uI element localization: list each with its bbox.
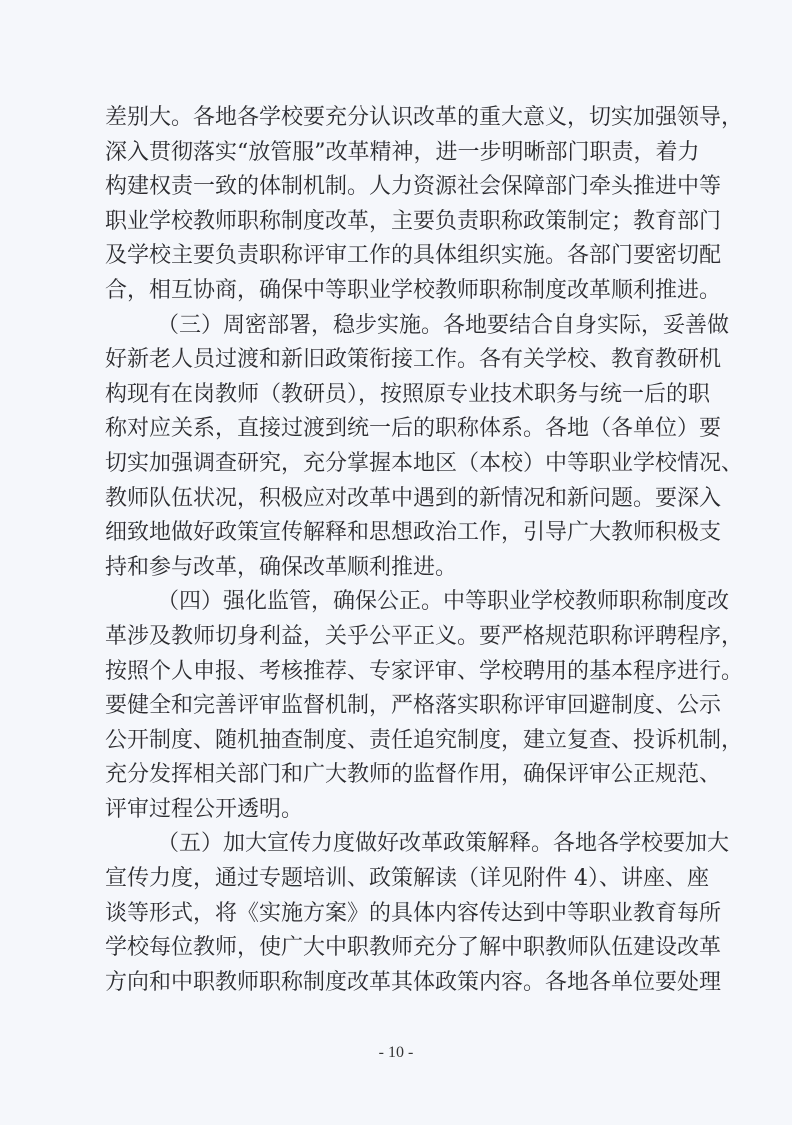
- text-line: 谈等形式，将《实施方案》的具体内容传达到中等职业教育每所: [105, 900, 722, 926]
- text-line: 革涉及教师切身利益，关乎公平正义。要严格规范职称评聘程序，: [105, 623, 744, 649]
- text-line: 切实加强调查研究，充分掌握本地区（本校）中等职业学校情况、: [105, 450, 744, 476]
- text-line: 要健全和完善评审监督机制，严格落实职称评审回避制度、公示: [105, 693, 722, 719]
- text-line: 教师队伍状况，积极应对改革中遇到的新情况和新问题。要深入: [105, 485, 722, 511]
- text-line: 持和参与改革，确保改革顺利推进。: [105, 554, 458, 580]
- text-line: 学校每位教师，使广大中职教师充分了解中职教师队伍建设改革: [105, 935, 722, 961]
- text-line: 按照个人申报、考核推荐、专家评审、学校聘用的基本程序进行。: [105, 658, 744, 684]
- text-line: 细致地做好政策宣传解释和思想政治工作，引导广大教师积极支: [105, 520, 722, 546]
- page-number: - 10 -: [378, 1044, 414, 1061]
- text-line: 充分发挥相关部门和广大教师的监督作用，确保评审公正规范、: [105, 762, 722, 788]
- text-line: 构建权责一致的体制机制。人力资源社会保障部门牵头推进中等: [105, 174, 722, 200]
- text-line: 评审过程公开透明。: [105, 796, 304, 822]
- text-line: （四）强化监管，确保公正。中等职业学校教师职称制度改: [157, 589, 730, 615]
- body-text: [105, 101, 744, 1000]
- text-line: 方向和中职教师职称制度改革其体政策内容。各地各单位要处理: [105, 969, 722, 995]
- text-line: （三）周密部署，稳步实施。各地要结合自身实际，妥善做: [157, 312, 730, 338]
- text-line: 职业学校教师职称制度改革，主要负责职称政策制定；教育部门: [105, 208, 722, 234]
- text-line: 宣传力度，通过专题培训、政策解读（详见附件 4）、讲座、座: [105, 866, 709, 892]
- text-line: 合，相互协商，确保中等职业学校教师职称制度改革顺利推进。: [105, 277, 722, 303]
- text-line: 公开制度、随机抽查制度、责任追究制度，建立复查、投诉机制，: [105, 727, 744, 753]
- text-line: 构现有在岗教师（教研员），按照原专业技术职务与统一后的职: [105, 381, 711, 407]
- text-line: 及学校主要负责职称评审工作的具体组织实施。各部门要密切配: [105, 243, 722, 269]
- text-line: 好新老人员过渡和新旧政策衔接工作。各有关学校、教育教研机: [105, 347, 722, 373]
- text-line: 称对应关系，直接过渡到统一后的职称体系。各地（各单位）要: [105, 416, 722, 442]
- text-line: （五）加大宣传力度做好改革政策解释。各地各学校要加大: [157, 831, 730, 857]
- text-line: 深入贯彻落实“放管服”改革精神，进一步明晰部门职责，着力: [105, 139, 700, 165]
- text-line: 差别大。各地各学校要充分认识改革的重大意义，切实加强领导，: [105, 105, 744, 130]
